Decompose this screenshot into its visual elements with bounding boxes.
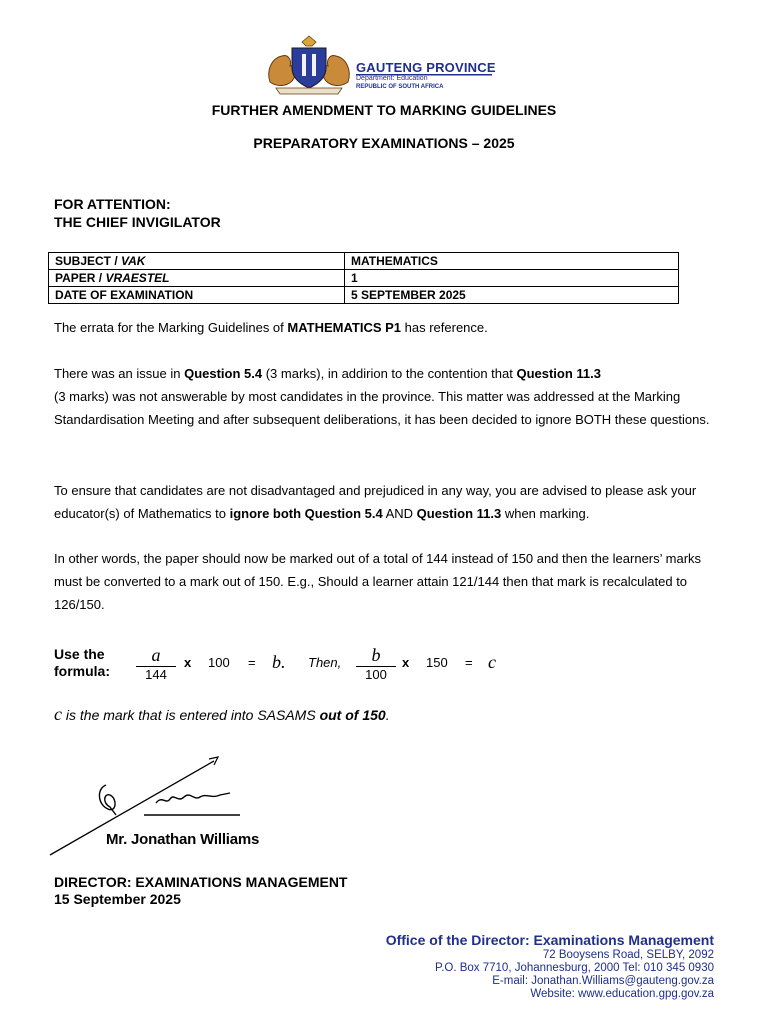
equals-sign: = [248, 655, 256, 670]
table-value: MATHEMATICS [345, 253, 679, 270]
paragraph-errata: The errata for the Marking Guidelines of MATHEMATICS P1 has reference. [54, 320, 488, 335]
table-row [49, 287, 679, 304]
table-label: SUBJECT / VAK [49, 253, 345, 270]
fraction-b-over-100: b 100 [356, 645, 396, 682]
document-title: FURTHER AMENDMENT TO MARKING GUIDELINES [211, 102, 557, 118]
times-sign: x [184, 655, 192, 670]
country-name: REPUBLIC OF SOUTH AFRICA [356, 84, 444, 90]
exam-info-table [48, 252, 679, 304]
paragraph-instruction: To ensure that candidates are not disadvantaged and prejudiced in any way, you are advised to please ask your educator(s) of Mathematics to ignore both Question 5.4 AND Question 11.3 when marking. [54, 483, 697, 521]
director-title: DIRECTOR: EXAMINATIONS MANAGEMENT [54, 874, 348, 890]
letter-date: 15 September 2025 [54, 891, 181, 907]
table-row [49, 270, 679, 287]
sasams-note: c is the mark that is entered into SASAMS out of 150. [54, 704, 390, 724]
signatory-name: Mr. Jonathan Williams [106, 831, 260, 848]
result-c: c [488, 652, 496, 672]
attention-label: FOR ATTENTION: [54, 196, 171, 212]
hundred-value: 100 [208, 655, 230, 670]
table-label: DATE OF EXAMINATION [49, 287, 345, 304]
postal-address: P.O. Box 7710, Johannesburg, 2000 Tel: 010 345 0930 [435, 962, 714, 974]
office-name: Office of the Director: Examinations Management [385, 932, 714, 948]
director-block [54, 874, 347, 908]
website-link[interactable]: Website: www.education.gpg.gov.za [530, 988, 714, 1000]
table-value: 1 [345, 270, 679, 287]
street-address: 72 Booysens Road, SELBY, 2092 [542, 949, 714, 961]
then-label: Then, [308, 655, 342, 670]
paragraph-issue: There was an issue in Question 5.4 (3 marks), in addirion to the contention that Question 11.3 (3 marks) was not answerable by most candidates in the province. This matter was addressed at the Marking Standardisation Meeting and after subsequent deliberations, it has been decided to ignore BOTH these questions. [54, 366, 710, 427]
onefifty-value: 150 [426, 655, 448, 670]
email-address[interactable]: E-mail: Jonathan.Williams@gauteng.gov.za [492, 975, 714, 987]
table-label: PAPER / VRAESTEL [49, 270, 345, 287]
attention-recipient: THE CHIEF INVIGILATOR [54, 214, 221, 230]
paragraph-conversion: In other words, the paper should now be marked out of a total of 144 instead of 150 and then the learners’ marks must be converted to a mark out of 150. E.g., Should a learner attain 121/144 then that mark is recalculated to 126/150. [54, 551, 702, 612]
formula-label: Use the formula: [54, 646, 110, 679]
result-b: b. [272, 652, 286, 672]
document-subtitle: PREPARATORY EXAMINATIONS – 2025 [253, 135, 515, 151]
fraction-a-over-144: a 144 [136, 645, 176, 682]
table-row [49, 253, 679, 270]
times-sign-2: x [402, 655, 410, 670]
province-name: GAUTENG PROVINCE [356, 60, 496, 75]
department-name: Department: Education [356, 75, 428, 82]
equals-sign-2: = [465, 655, 473, 670]
table-value: 5 SEPTEMBER 2025 [345, 287, 679, 304]
